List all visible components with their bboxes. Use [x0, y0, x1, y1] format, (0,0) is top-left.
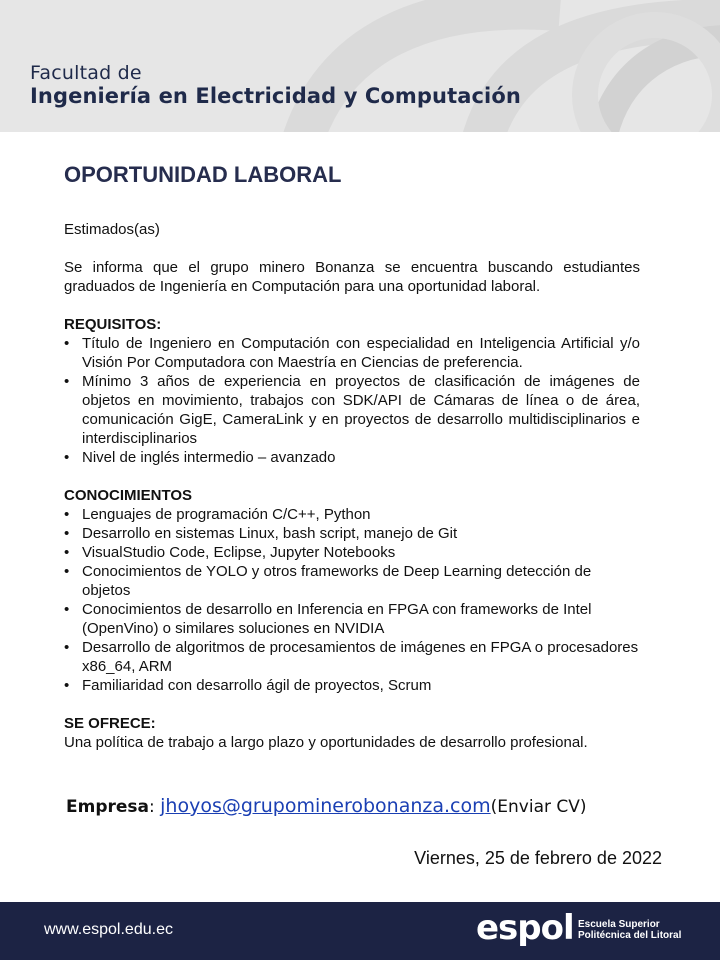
list-item: • Título de Ingeniero en Computación con especialidad en Inteligencia Artificial y/o Visión Por Computadora con Maestría en Ciencias de preferencia.	[64, 334, 640, 372]
list-item: • Desarrollo de algoritmos de procesamientos de imágenes en FPGA o procesadores x86_64, ARM	[64, 638, 640, 676]
intro-paragraph: Se informa que el grupo minero Bonanza se encuentra buscando estudiantes graduados de Ingeniería en Computación para una oportunidad laboral.	[64, 259, 640, 295]
faculty-name-line1: Facultad de	[30, 62, 142, 84]
contact-email-link[interactable]: jhoyos@grupominerobonanza.com	[160, 795, 491, 817]
conocimientos-list	[64, 505, 640, 695]
list-item: • VisualStudio Code, Eclipse, Jupyter Notebooks	[64, 543, 640, 562]
page-title: OPORTUNIDAD LABORAL	[64, 162, 342, 187]
contact-line	[66, 795, 587, 817]
list-item: • Mínimo 3 años de experiencia en proyectos de clasificación de imágenes de objetos en movimiento, trabajos con SDK/API de Cámaras de línea o de área, comunicación GigE, CameraLink y en proyectos de desarrollo multidisciplinarios e interdisciplinarios	[64, 372, 640, 448]
logo-wordmark: espol	[476, 908, 574, 948]
list-item: • Nivel de inglés intermedio – avanzado	[64, 448, 640, 467]
requisitos-list	[64, 334, 640, 467]
announcement-body	[64, 220, 640, 752]
conocimientos-heading: CONOCIMIENTOS	[64, 487, 193, 504]
list-item: • Lenguajes de programación C/C++, Python	[64, 505, 640, 524]
list-item: • Conocimientos de YOLO y otros frameworks de Deep Learning detección de objetos	[64, 562, 640, 600]
ofrece-heading: SE OFRECE:	[64, 715, 156, 732]
logo-subtitle-line1: Escuela Superior	[578, 919, 660, 930]
website-link[interactable]: www.espol.edu.ec	[44, 921, 173, 938]
ofrece-text: Una política de trabajo a largo plazo y oportunidades de desarrollo profesional.	[64, 734, 588, 751]
contact-note: (Enviar CV)	[490, 797, 587, 817]
contact-separator: :	[149, 797, 161, 817]
footer-bar	[0, 902, 720, 960]
list-item: • Familiaridad con desarrollo ágil de proyectos, Scrum	[64, 676, 640, 695]
header-banner	[0, 0, 720, 132]
greeting: Estimados(as)	[64, 221, 160, 238]
requisitos-heading: REQUISITOS:	[64, 316, 162, 333]
espol-logo	[476, 910, 706, 952]
contact-label: Empresa	[66, 797, 149, 817]
logo-subtitle-line2: Politécnica del Litoral	[578, 930, 682, 941]
list-item: • Desarrollo en sistemas Linux, bash script, manejo de Git	[64, 524, 640, 543]
publication-date: Viernes, 25 de febrero de 2022	[414, 848, 662, 868]
faculty-name-line2: Ingeniería en Electricidad y Computación	[30, 84, 521, 108]
list-item: • Conocimientos de desarrollo en Inferencia en FPGA con frameworks de Intel (OpenVino) o similares soluciones en NVIDIA	[64, 600, 640, 638]
